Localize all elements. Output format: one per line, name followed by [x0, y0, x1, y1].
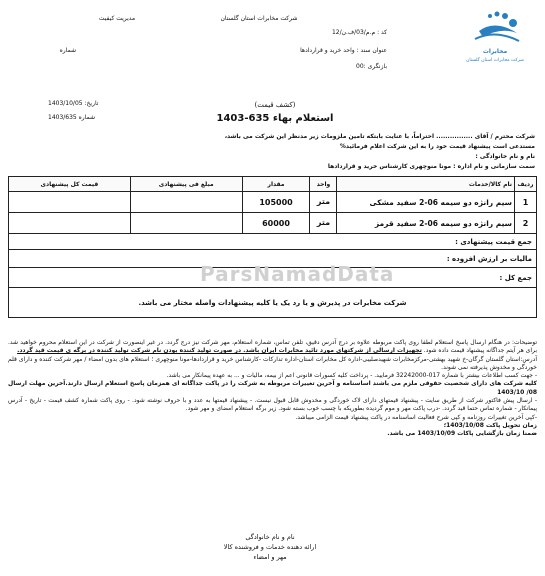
row-number: 2	[515, 213, 537, 234]
row-number: 1	[515, 192, 537, 213]
svg-text:شرکت مخابرات استان گلستان: شرکت مخابرات استان گلستان	[466, 58, 524, 63]
doc-title: عنوان سند : واحد خرید و قراردادها	[300, 47, 387, 54]
letter-number: شماره 1403/635	[48, 114, 96, 121]
intro-line-1: شرکت محترم / آقای ................ احتراماً، با عنایت بابتکه تامین ملزومات زیر مدنظر این شرکت می باشد،	[224, 133, 535, 140]
column-header: ردیف	[515, 177, 537, 192]
column-header: قیمت کل پیشنهادی	[9, 177, 131, 192]
note-8: ضمنا زمان بازگشایی پاکات 1403/10/09 می باشد.	[387, 430, 537, 438]
signature-role: ارائه دهنده خدمات و فروشنده کالا	[223, 543, 317, 551]
svg-text:مخابرات: مخابرات	[482, 48, 508, 55]
column-header: نام کالا/خدمات	[337, 177, 515, 192]
items-table	[8, 176, 537, 234]
sum-row: جمع قیمت پیشنهادی :	[8, 234, 537, 250]
vat-row: مالیات بر ارزش افزوده :	[8, 250, 537, 268]
mokhaberat-logo-icon	[461, 9, 529, 69]
watermark: ParsNamadData	[200, 262, 395, 286]
intro-line-4: سمت سازمانی و نام اداره : مونا منوچهری کارشناس خرید و قراردادها	[327, 163, 535, 170]
table-row	[9, 192, 537, 213]
item-name: سیم رانژه دو سیمه 06-2 سفید قرمز	[337, 213, 515, 234]
intro-line-3: نام و نام خانوادگی :	[475, 153, 535, 160]
doc-code: کد : م.م/03/ف.ن/12	[331, 29, 387, 36]
doc-number-label: شماره	[59, 47, 76, 54]
logo-side-caption	[531, 11, 537, 71]
unit-price-cell	[130, 192, 242, 213]
grand-total-row: جمع کل :	[8, 268, 537, 288]
title-kind: (کشف قیمت)	[254, 101, 296, 109]
item-unit: متر	[310, 213, 337, 234]
item-quantity: 60000	[242, 213, 310, 234]
unit-price-cell	[130, 213, 242, 234]
signature-name: نام و نام خانوادگی	[245, 533, 295, 541]
page-title: استعلام بهاء 635-1403	[216, 113, 334, 124]
item-unit: متر	[310, 192, 337, 213]
note-1: توضیحات: در هنگام ارسال پاسخ استعلام لطفا روی پاکت مربوطه علاوه بر درج آدرس دقیق، تلفن تماس، شماره استعلام، مهر شرکت نیز درج گردد. در غیر اینصورت از شرکت در این استعلام محروم خواهید شد. برای هر آیتم جداگانه پیشنهاد قیمت داده شود.	[8, 339, 537, 355]
column-header: مقدار	[242, 177, 310, 192]
note-2: آدرس:استان گلستان گرگان-خ شهید بهشتی-مرکزمخابرات شهیدصلیبی-اداره کل مخابرات استان-اداره تدارکات -کارشناس خرید و قراردادها-مونا منوچهری ؛ استعلام های بدون امضاء / مهر شرکت کننده و دارای قلم خوردگی و مخدوش پذیرفته نمی شوند.	[8, 355, 537, 371]
signature-stamp: مهر و امضاء	[253, 553, 287, 561]
doc-revision: بازنگری :00	[356, 63, 387, 70]
document-header	[8, 5, 537, 97]
note-5: - ارسال پیش فاکتور شرکت از طریق سایت - پیشنهاد قیمتهای دارای لاک خوردگی و مخدوش قابل قبول نیست. - پیشنهاد قیمتها به عدد و با حروف نوشته شود. - روی پاکت شماره کشف قیمت - تاریخ - آدرس پیمانکار - شماره تماس حتما قید گردد. -درب پاکت مهر و موم گردیده بطوریکه با چسب خوب بسته شود. زیر برگه استعلام امضای و مهر شود.	[8, 397, 537, 413]
note-3: - جهت کسب اطلاعات بیشتر با شماره 017-32242000 فرمایید. - پرداخت کلیه کسورات قانونی اعم از بیمه، مالیات و ... به عهده پیمانکار می باشد.	[166, 372, 537, 380]
letter-date: تاریخ: 1403/10/05	[48, 100, 99, 107]
table-footer-note: شرکت مخابرات در پذیرش و یا رد یک یا کلیه پیشنهادات واصله مختار می باشد.	[8, 288, 537, 318]
note-1-underlined: تجهیزات ارسالی از شرکتهای مورد تائید مخابرات ایران باشد. در صورت تولید کننده بودن نام شرکت تولید کننده در برگه ی قیمت قید گردد.	[17, 347, 422, 355]
note-6: -کپی آخرین تغییرات روزنامه و کپی شرح فعالیت اساسنامه در پاکت پیشنهاد قیمت الزامی میباشد.	[295, 413, 537, 421]
intro-line-2: مستدعی است پیشنهاد قیمت خود را به این شرکت اعلام فرمائید%	[339, 143, 535, 150]
total-price-cell	[9, 192, 131, 213]
note-7: زمان تحویل پاکت 1403/10/08؛	[443, 421, 537, 429]
table-row	[9, 213, 537, 234]
table-header-row	[9, 177, 537, 192]
note-4: کلیه شرکت های دارای شخصیت حقوقی ملزم می باشند اساسنامه و آخرین تغییرات مربوطه به شرکت را در پاکت جداگانه ای همزمان پاسخ استعلام ارسال دارند.آخرین مهلت ارسال 08/ 1403/10	[8, 380, 537, 396]
item-quantity: 105000	[242, 192, 310, 213]
item-name: سیم رانژه دو سیمه 06-2 سفید مشکی	[337, 192, 515, 213]
column-header: واحد	[310, 177, 337, 192]
notes-section	[8, 339, 537, 439]
quality-management: مدیریت کیفیت	[98, 15, 136, 22]
company-name: شرکت مخابرات استان گلستان	[220, 15, 298, 22]
total-price-cell	[9, 213, 131, 234]
column-header: مبلغ فی پیشنهادی	[130, 177, 242, 192]
